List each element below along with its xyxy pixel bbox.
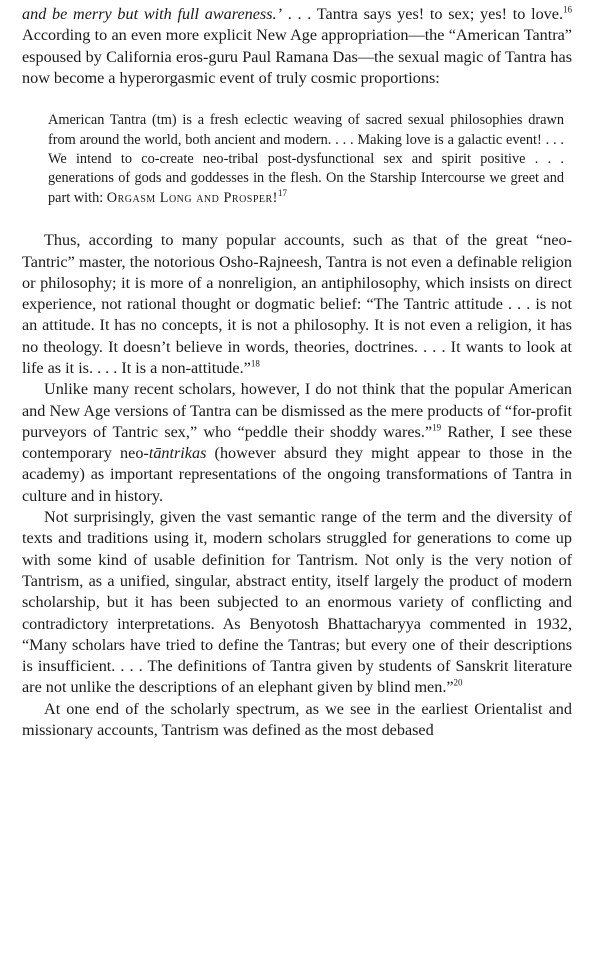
text-segment: . . . Tantra says yes! to sex; yes! to love. bbox=[281, 5, 563, 23]
paragraph-scholars bbox=[22, 379, 572, 507]
paragraph-opening bbox=[22, 4, 572, 89]
paragraph-osho bbox=[22, 230, 572, 379]
footnote-ref-18: 18 bbox=[250, 358, 260, 369]
text-segment: Unlike many recent scholars, however, I do not think that the popular American and New Age versions of Tantra can be dismissed as the mere products of “for-profit purveyors of Tantric sex,” who “peddle their shoddy wares.” bbox=[22, 380, 572, 441]
text-segment: and be merry but with full awareness.’ bbox=[22, 5, 282, 23]
text-segment: At one end of the scholarly spectrum, as we see in the earliest Orientalist and missionary accounts, Tantrism was defined as the most debased bbox=[22, 699, 572, 740]
text-segment: (however absurd they might appear to those in the academy) as important representations of the ongoing transformations of Tantra in culture and in history. bbox=[22, 444, 573, 505]
footnote-ref-17: 17 bbox=[277, 188, 287, 199]
text-segment: According to an even more explicit New Age appropriation—the “American Tantra” espoused by California eros-guru Paul Ramana Das—the sexual magic of Tantra has now become a hyperorgasmic event of truly cosmic proportions: bbox=[22, 26, 572, 87]
footnote-ref-16: 16 bbox=[563, 4, 572, 15]
quote-smallcaps: Orgasm Long and Prosper! bbox=[106, 189, 278, 206]
paragraph-spectrum bbox=[22, 699, 572, 742]
text-segment-italic: tāntrikas bbox=[148, 444, 207, 463]
text-segment: Rather, I see these contemporary neo- bbox=[22, 422, 572, 463]
paragraph-definition bbox=[22, 507, 572, 699]
footnote-ref-20: 20 bbox=[453, 678, 463, 689]
text-segment: Thus, according to many popular accounts, such as that of the great “neo-Tantric” master, the notorious Osho-Rajneesh, Tantra is not even a definable religion or philosophy; it is more of a nonreligion, an antiphilosophy, which insists on direct experience, not rational thought or dogmatic belief: “The Tantric attitude . . . is not an attitude. It has no concepts, it is not a philosophy. It is not even a religion, it has no theology. It doesn’t believe in words, theories, doctrines. . . . It wants to look at life as it is. . . . It is a non-attitude.” bbox=[22, 231, 572, 377]
text-segment: Not surprisingly, given the vast semantic range of the term and the diversity of texts and traditions using it, modern scholars struggled for generations to come up with some kind of usable definition for Tantrism. Not only is the very notion of Tantrism, as a unified, singular, abstract entity, itself largely the product of modern scholarship, but it has been subjected to an enormous variety of conflicting and contradictory interpretations. As Benyotosh Bhattacharyya commented in 1932, “Many scholars have tried to define the Tantras; but every one of their descriptions is insufficient. . . . The definitions of Tantra given by students of Sanskrit literature are not unlike the descriptions of an elephant given by blind men.” bbox=[22, 508, 572, 697]
footnote-ref-19: 19 bbox=[432, 422, 442, 433]
quote-text: American Tantra (tm) is a fresh eclectic weaving of sacred sexual philosophies drawn from around the world, both ancient and modern. . . . Making love is a galactic event! . . . We intend to co-create neo-tribal post-dysfunctional sex and spirit positive . . . generations of gods and goddesses in the flesh. On the Starship Intercourse we greet and part with: bbox=[48, 112, 564, 206]
block-quote bbox=[48, 111, 564, 208]
